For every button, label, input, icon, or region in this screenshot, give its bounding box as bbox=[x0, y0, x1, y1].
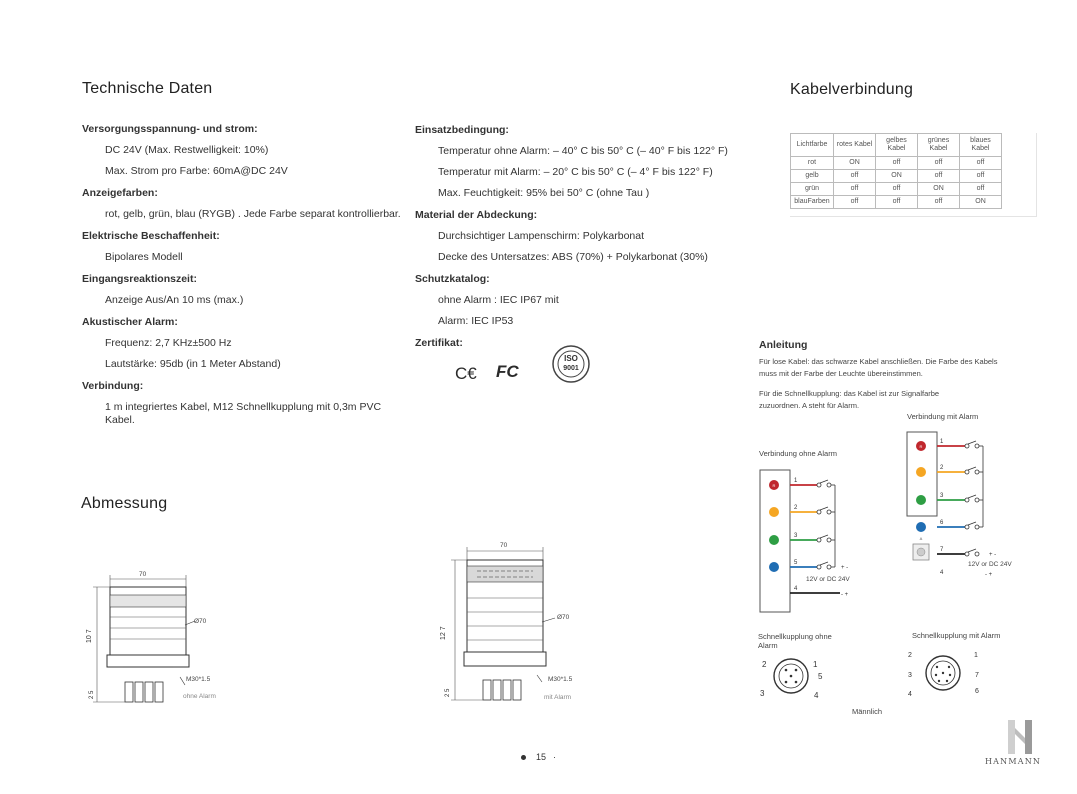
spec-line: Bipolares Modell bbox=[105, 251, 183, 263]
table-header-cell: grünes Kabel bbox=[918, 134, 960, 157]
svg-text:5: 5 bbox=[818, 672, 823, 681]
svg-text:3: 3 bbox=[760, 689, 765, 698]
fcc-logo: FC bbox=[496, 362, 519, 381]
page-title: Technische Daten bbox=[82, 80, 213, 97]
spec-line: 1 m integriertes Kabel, M12 Schnellkupplung mit 0,3m PVC Kabel. bbox=[105, 401, 382, 426]
cable-table bbox=[790, 133, 1002, 209]
svg-text:4: 4 bbox=[814, 691, 819, 700]
svg-text:2 5: 2 5 bbox=[89, 690, 95, 699]
table-cell: rot bbox=[791, 157, 834, 170]
table-header-cell: Lichtfarbe bbox=[791, 134, 834, 157]
section-label: Material der Abdeckung: bbox=[415, 209, 538, 221]
svg-text:7: 7 bbox=[940, 547, 944, 553]
diameter-label-1: Ø70 bbox=[194, 618, 207, 625]
section-label: Verbindung: bbox=[82, 380, 144, 392]
svg-text:R: R bbox=[919, 444, 923, 449]
ce-logo: C€ bbox=[455, 364, 477, 383]
table-cell: ON bbox=[918, 183, 960, 196]
thread-label-1: M30*1.5 bbox=[186, 676, 211, 683]
without-alarm-caption: ohne Alarm bbox=[183, 693, 216, 700]
section-label: Anzeigefarben: bbox=[82, 187, 158, 199]
section-label: Schutzkatalog: bbox=[415, 273, 490, 285]
table-cell: off bbox=[834, 170, 876, 183]
spec-line: Temperatur ohne Alarm: – 40° C bis 50° C (– 40° F bis 122° F) bbox=[438, 145, 728, 157]
svg-text:+ -: + - bbox=[841, 565, 849, 571]
svg-text:1: 1 bbox=[813, 660, 818, 669]
section-label: Einsatzbedingung: bbox=[415, 124, 509, 136]
cable-table-frame bbox=[790, 133, 1037, 217]
table-cell: off bbox=[876, 157, 918, 170]
spec-line: Anzeige Aus/An 10 ms (max.) bbox=[105, 294, 244, 306]
svg-text:3: 3 bbox=[794, 533, 798, 539]
hanmann-logo-icon bbox=[1000, 718, 1040, 756]
table-row bbox=[791, 183, 1002, 196]
label-without-alarm: Verbindung ohne Alarm bbox=[759, 449, 837, 458]
table-cell: off bbox=[960, 157, 1002, 170]
instructions-para-1: Für lose Kabel: das schwarze Kabel anschließen. Die Farbe des Kabels muss mit der Farbe der Leuchte übereinstimmen. bbox=[759, 357, 998, 378]
table-cell: off bbox=[876, 183, 918, 196]
svg-text:2: 2 bbox=[940, 465, 944, 471]
spec-line: Decke des Untersatzes: ABS (70%) + Polykarbonat (30%) bbox=[438, 251, 708, 263]
page-number: 15 bbox=[536, 752, 547, 762]
svg-text:4: 4 bbox=[794, 586, 798, 592]
svg-text:R: R bbox=[772, 483, 776, 488]
m12-connector-with-alarm bbox=[905, 647, 985, 699]
instructions-title: Anleitung bbox=[759, 339, 808, 351]
svg-text:12 7: 12 7 bbox=[440, 626, 447, 640]
spec-line: Alarm: IEC IP53 bbox=[438, 315, 514, 327]
svg-text:6: 6 bbox=[940, 520, 944, 526]
table-cell: off bbox=[918, 196, 960, 209]
svg-text:2: 2 bbox=[762, 660, 767, 669]
svg-text:- +: - + bbox=[985, 572, 993, 578]
spec-line: Lautstärke: 95db (in 1 Meter Abstand) bbox=[105, 358, 281, 370]
svg-text:A: A bbox=[919, 536, 923, 541]
table-row bbox=[791, 170, 1002, 183]
table-cell: gelb bbox=[791, 170, 834, 183]
coupling-with-alarm-label: Schnellkupplung mit Alarm bbox=[912, 631, 1001, 640]
spec-line: ohne Alarm : IEC IP67 mit bbox=[438, 294, 559, 306]
spec-line: rot, gelb, grün, blau (RYGB) . Jede Farbe separat kontrollierbar. bbox=[105, 208, 401, 220]
m12-connector-without-alarm bbox=[756, 650, 826, 702]
table-cell: off bbox=[834, 183, 876, 196]
svg-text:1: 1 bbox=[940, 439, 944, 445]
svg-text:10 7: 10 7 bbox=[86, 629, 93, 643]
svg-text:2 5: 2 5 bbox=[445, 688, 451, 697]
table-cell: grün bbox=[791, 183, 834, 196]
svg-text:- +: - + bbox=[841, 592, 849, 598]
dimension-drawing-with-alarm bbox=[437, 540, 597, 708]
male-label: Männlich bbox=[852, 707, 883, 716]
voltage-label-1: 12V or DC 24V bbox=[806, 576, 850, 583]
svg-text:4: 4 bbox=[940, 570, 944, 576]
spec-line: Temperatur mit Alarm: – 20° C bis 50° C (– 4° F bis 122° F) bbox=[438, 166, 713, 178]
section-label: Zertifikat: bbox=[415, 337, 463, 349]
dimensions-title: Abmessung bbox=[81, 495, 168, 512]
table-cell: off bbox=[834, 196, 876, 209]
table-cell: blauFarben bbox=[791, 196, 834, 209]
technical-data-column bbox=[82, 123, 402, 435]
svg-text:1: 1 bbox=[974, 652, 978, 659]
width-label-2: 70 bbox=[500, 542, 508, 549]
section-label: Elektrische Beschaffenheit: bbox=[82, 230, 220, 242]
section-label: Versorgungsspannung- und strom: bbox=[82, 123, 258, 135]
table-header-cell: rotes Kabel bbox=[834, 134, 876, 157]
table-cell: off bbox=[918, 157, 960, 170]
table-cell: ON bbox=[834, 157, 876, 170]
svg-text:9001: 9001 bbox=[563, 365, 579, 372]
table-cell: off bbox=[960, 183, 1002, 196]
table-header-cell: gelbes Kabel bbox=[876, 134, 918, 157]
svg-text:3: 3 bbox=[940, 493, 944, 499]
svg-text:5: 5 bbox=[794, 560, 798, 566]
table-row bbox=[791, 157, 1002, 170]
svg-text:+ -: + - bbox=[989, 552, 997, 558]
table-cell: ON bbox=[876, 170, 918, 183]
brand-name: HANMANN bbox=[985, 757, 1042, 766]
svg-text:ISO: ISO bbox=[564, 354, 578, 363]
thread-label-2: M30*1.5 bbox=[548, 676, 573, 683]
spec-line: Max. Strom pro Farbe: 60mA@DC 24V bbox=[105, 165, 288, 177]
wiring-without-alarm bbox=[755, 465, 875, 615]
voltage-label-2: 12V or DC 24V bbox=[968, 561, 1012, 568]
spec-line: Max. Feuchtigkeit: 95% bei 50° C (ohne Tau ) bbox=[438, 187, 650, 199]
spec-line: Frequenz: 2,7 KHz±500 Hz bbox=[105, 337, 232, 349]
with-alarm-caption: mit Alarm bbox=[544, 694, 572, 701]
wiring-with-alarm bbox=[903, 428, 1023, 578]
svg-text:2: 2 bbox=[908, 652, 912, 659]
svg-text:2: 2 bbox=[794, 505, 798, 511]
table-cell: off bbox=[918, 170, 960, 183]
iso-9001-logo bbox=[550, 344, 592, 384]
svg-text:6: 6 bbox=[975, 688, 979, 695]
width-label-1: 70 bbox=[139, 571, 147, 578]
section-label: Akustischer Alarm: bbox=[82, 316, 178, 328]
section-label: Eingangsreaktionszeit: bbox=[82, 273, 197, 285]
table-header-cell: blaues Kabel bbox=[960, 134, 1002, 157]
svg-text:3: 3 bbox=[908, 672, 912, 679]
table-cell: off bbox=[960, 170, 1002, 183]
table-cell: ON bbox=[960, 196, 1002, 209]
svg-text:1: 1 bbox=[794, 478, 798, 484]
table-row bbox=[791, 196, 1002, 209]
spec-line: DC 24V (Max. Restwelligkeit: 10%) bbox=[105, 144, 269, 156]
label-with-alarm: Verbindung mit Alarm bbox=[907, 412, 979, 421]
spec-line: Durchsichtiger Lampenschirm: Polykarbonat bbox=[438, 230, 645, 242]
page-separator: · bbox=[553, 752, 556, 762]
operating-conditions-column bbox=[415, 124, 765, 358]
cable-section-title: Kabelverbindung bbox=[790, 81, 914, 98]
coupling-without-alarm-label: Schnellkupplung ohne Alarm bbox=[758, 632, 832, 650]
table-cell: off bbox=[876, 196, 918, 209]
diameter-label-2: Ø70 bbox=[557, 614, 570, 621]
instructions-para-2: Für die Schnellkupplung: das Kabel ist zur Signalfarbe zuzuordnen. A steht für Alarm. bbox=[759, 389, 940, 410]
dimension-drawing-without-alarm bbox=[85, 565, 245, 710]
svg-text:7: 7 bbox=[975, 672, 979, 679]
svg-text:4: 4 bbox=[908, 691, 912, 698]
page-dot-icon bbox=[521, 755, 526, 760]
